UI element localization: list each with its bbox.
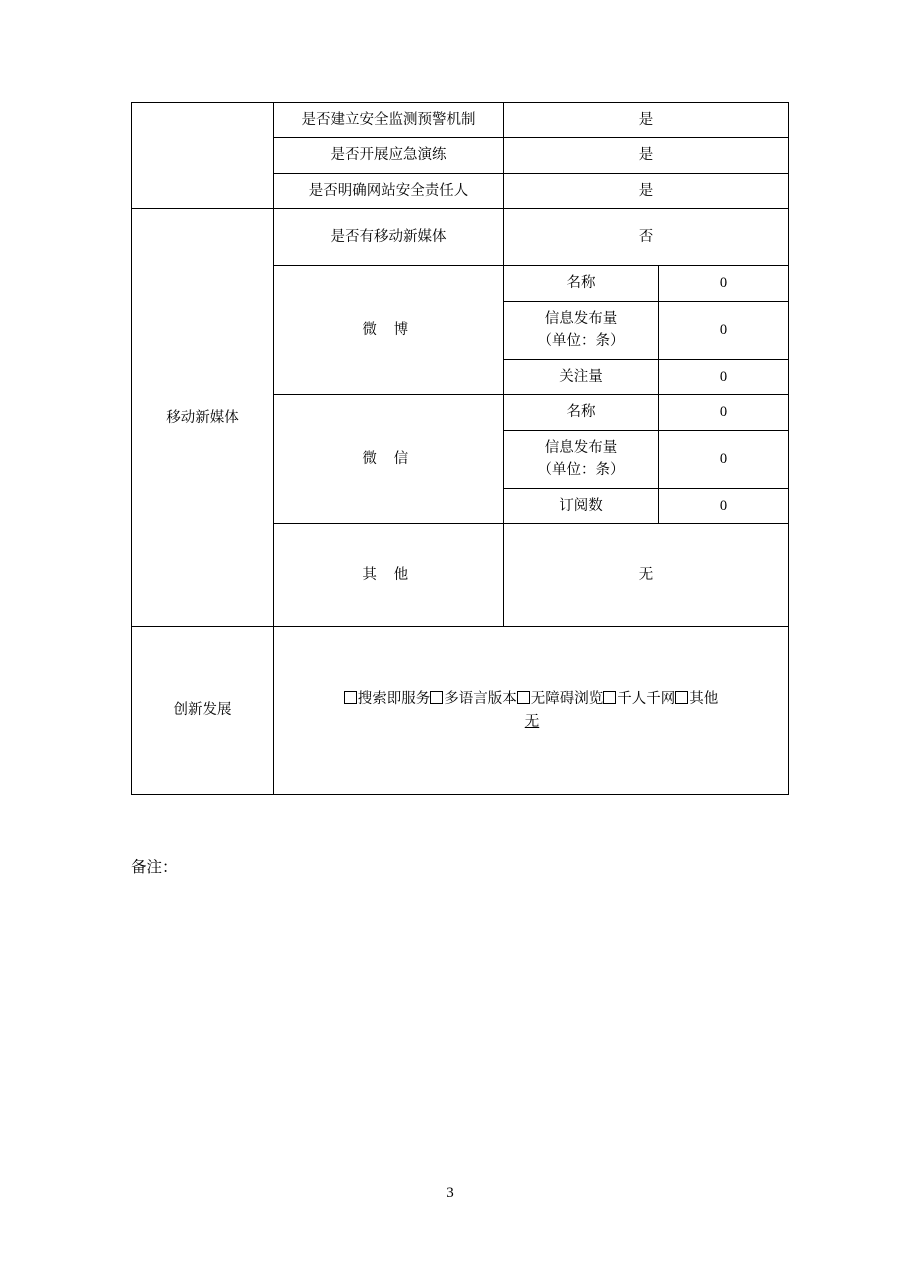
- innovation-option-1-label: 多语言版本: [444, 691, 517, 708]
- security-label-0: 是否建立安全监测预警机制: [274, 103, 504, 138]
- security-section-label-cell: [132, 103, 274, 209]
- innovation-label: 创新发展: [132, 627, 274, 795]
- table-row: [132, 103, 789, 138]
- weixin-name-value: 0: [659, 395, 789, 430]
- weibo-name-label: 名称: [504, 266, 659, 301]
- website-report-table: [131, 102, 789, 795]
- innovation-other-value: 无: [524, 713, 540, 730]
- weibo-followers-value: 0: [659, 359, 789, 394]
- other-media-label: 其 他: [274, 524, 504, 627]
- table-row: [132, 627, 789, 795]
- innovation-options-cell: [274, 627, 789, 795]
- weixin-publish-count-label-line1: 信息发布量: [544, 439, 618, 456]
- checkbox-icon[interactable]: [430, 691, 443, 704]
- weibo-publish-count-value: 0: [659, 301, 789, 359]
- checkbox-icon[interactable]: [675, 691, 688, 704]
- has-mobile-media-label: 是否有移动新媒体: [274, 209, 504, 266]
- checkbox-icon[interactable]: [603, 691, 616, 704]
- security-label-1: 是否开展应急演练: [274, 138, 504, 173]
- innovation-option-0-label: 搜索即服务: [357, 691, 431, 708]
- innovation-option-3[interactable]: [603, 691, 675, 707]
- innovation-option-4-label: 其他: [689, 691, 719, 708]
- innovation-option-2[interactable]: [517, 691, 604, 707]
- mobile-media-section-label: 移动新媒体: [132, 209, 274, 627]
- checkbox-icon[interactable]: [344, 691, 357, 704]
- innovation-option-0[interactable]: [344, 691, 431, 707]
- innovation-option-4[interactable]: [675, 691, 718, 707]
- weixin-label: 微 信: [274, 395, 504, 524]
- weixin-subscribers-value: 0: [659, 488, 789, 523]
- weixin-publish-count-value: 0: [659, 430, 789, 488]
- security-value-1: 是: [504, 138, 789, 173]
- weibo-name-value: 0: [659, 266, 789, 301]
- other-media-value: 无: [504, 524, 789, 627]
- security-value-2: 是: [504, 173, 789, 208]
- weixin-publish-count-label-line2: （单位：条）: [537, 462, 625, 479]
- weixin-publish-count-label: [504, 430, 659, 488]
- checkbox-icon[interactable]: [517, 691, 530, 704]
- weibo-publish-count-label: [504, 301, 659, 359]
- innovation-option-1[interactable]: [430, 691, 517, 707]
- table-row: [132, 209, 789, 266]
- remark-label: 备注：: [131, 859, 178, 876]
- weibo-followers-label: 关注量: [504, 359, 659, 394]
- weibo-publish-count-label-line2: （单位：条）: [537, 333, 625, 350]
- has-mobile-media-value: 否: [504, 209, 789, 266]
- weixin-name-label: 名称: [504, 395, 659, 430]
- security-value-0: 是: [504, 103, 789, 138]
- innovation-option-2-label: 无障碍浏览: [530, 691, 604, 708]
- weixin-subscribers-label: 订阅数: [504, 488, 659, 523]
- weibo-label: 微 博: [274, 266, 504, 395]
- innovation-option-3-label: 千人千网: [617, 691, 676, 708]
- security-label-2: 是否明确网站安全责任人: [274, 173, 504, 208]
- page-number: 3: [446, 1185, 454, 1201]
- weibo-publish-count-label-line1: 信息发布量: [544, 310, 618, 327]
